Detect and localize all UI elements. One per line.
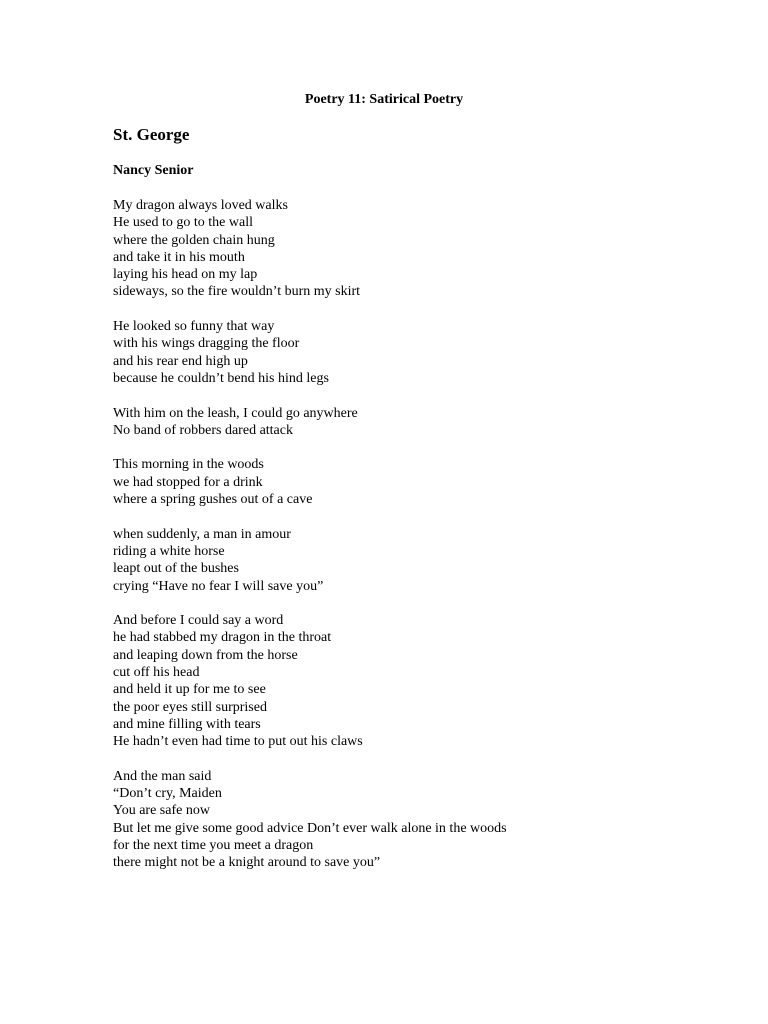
poem-line: the poor eyes still surprised: [113, 699, 267, 715]
poem-line: because he couldn’t bend his hind legs: [113, 370, 329, 386]
poem-line: No band of robbers dared attack: [113, 422, 293, 438]
poem-line: He used to go to the wall: [113, 215, 253, 231]
poem-line: there might not be a knight around to save you”: [113, 855, 381, 871]
poem-line: leapt out of the bushes: [113, 561, 239, 577]
poem-stanza: [113, 456, 673, 508]
poem-line: and leaping down from the horse: [113, 647, 298, 663]
poem-line: You are safe now: [113, 803, 210, 819]
poem-line: riding a white horse: [113, 543, 225, 559]
poem-line: This morning in the woods: [113, 457, 264, 473]
poem-line: cut off his head: [113, 665, 200, 681]
poem-body: [113, 197, 673, 889]
poem-line: crying “Have no fear I will save you”: [113, 578, 324, 594]
poem-line: where the golden chain hung: [113, 232, 275, 248]
poem-line: He looked so funny that way: [113, 319, 275, 335]
poem-line: we had stopped for a drink: [113, 474, 263, 490]
poem-line: where a spring gushes out of a cave: [113, 492, 313, 508]
poem-line: with his wings dragging the floor: [113, 336, 300, 352]
poem-line: He hadn’t even had time to put out his claws: [113, 734, 363, 750]
poem-author: Nancy Senior: [113, 163, 194, 178]
poem-line: and mine filling with tears: [113, 716, 261, 732]
poem-line: for the next time you meet a dragon: [113, 837, 314, 853]
poem-line: And before I could say a word: [113, 613, 284, 629]
poem-stanza: [113, 526, 673, 595]
poem-stanza: [113, 612, 673, 750]
poem-line: laying his head on my lap: [113, 267, 258, 283]
page-heading: Poetry 11: Satirical Poetry: [304, 92, 464, 107]
poem-title: St. George: [113, 125, 190, 144]
poem-line: when suddenly, a man in amour: [113, 526, 291, 542]
poem-stanza: [113, 768, 673, 872]
poem-line: and take it in his mouth: [113, 249, 245, 265]
poem-line: and his rear end high up: [113, 353, 248, 369]
poem-stanza: [113, 197, 673, 301]
poem-line: With him on the leash, I could go anywhere: [113, 405, 358, 421]
poem-line: “Don’t cry, Maiden: [113, 786, 222, 802]
poem-stanza: [113, 318, 673, 387]
poem-line: he had stabbed my dragon in the throat: [113, 630, 332, 646]
poem-stanza: [113, 405, 673, 440]
poem-line: And the man said: [113, 768, 212, 784]
poem-line: But let me give some good advice Don’t ever walk alone in the woods: [113, 820, 507, 836]
poem-line: and held it up for me to see: [113, 682, 266, 698]
poem-line: sideways, so the fire wouldn’t burn my skirt: [113, 284, 361, 300]
poem-line: My dragon always loved walks: [113, 198, 288, 213]
